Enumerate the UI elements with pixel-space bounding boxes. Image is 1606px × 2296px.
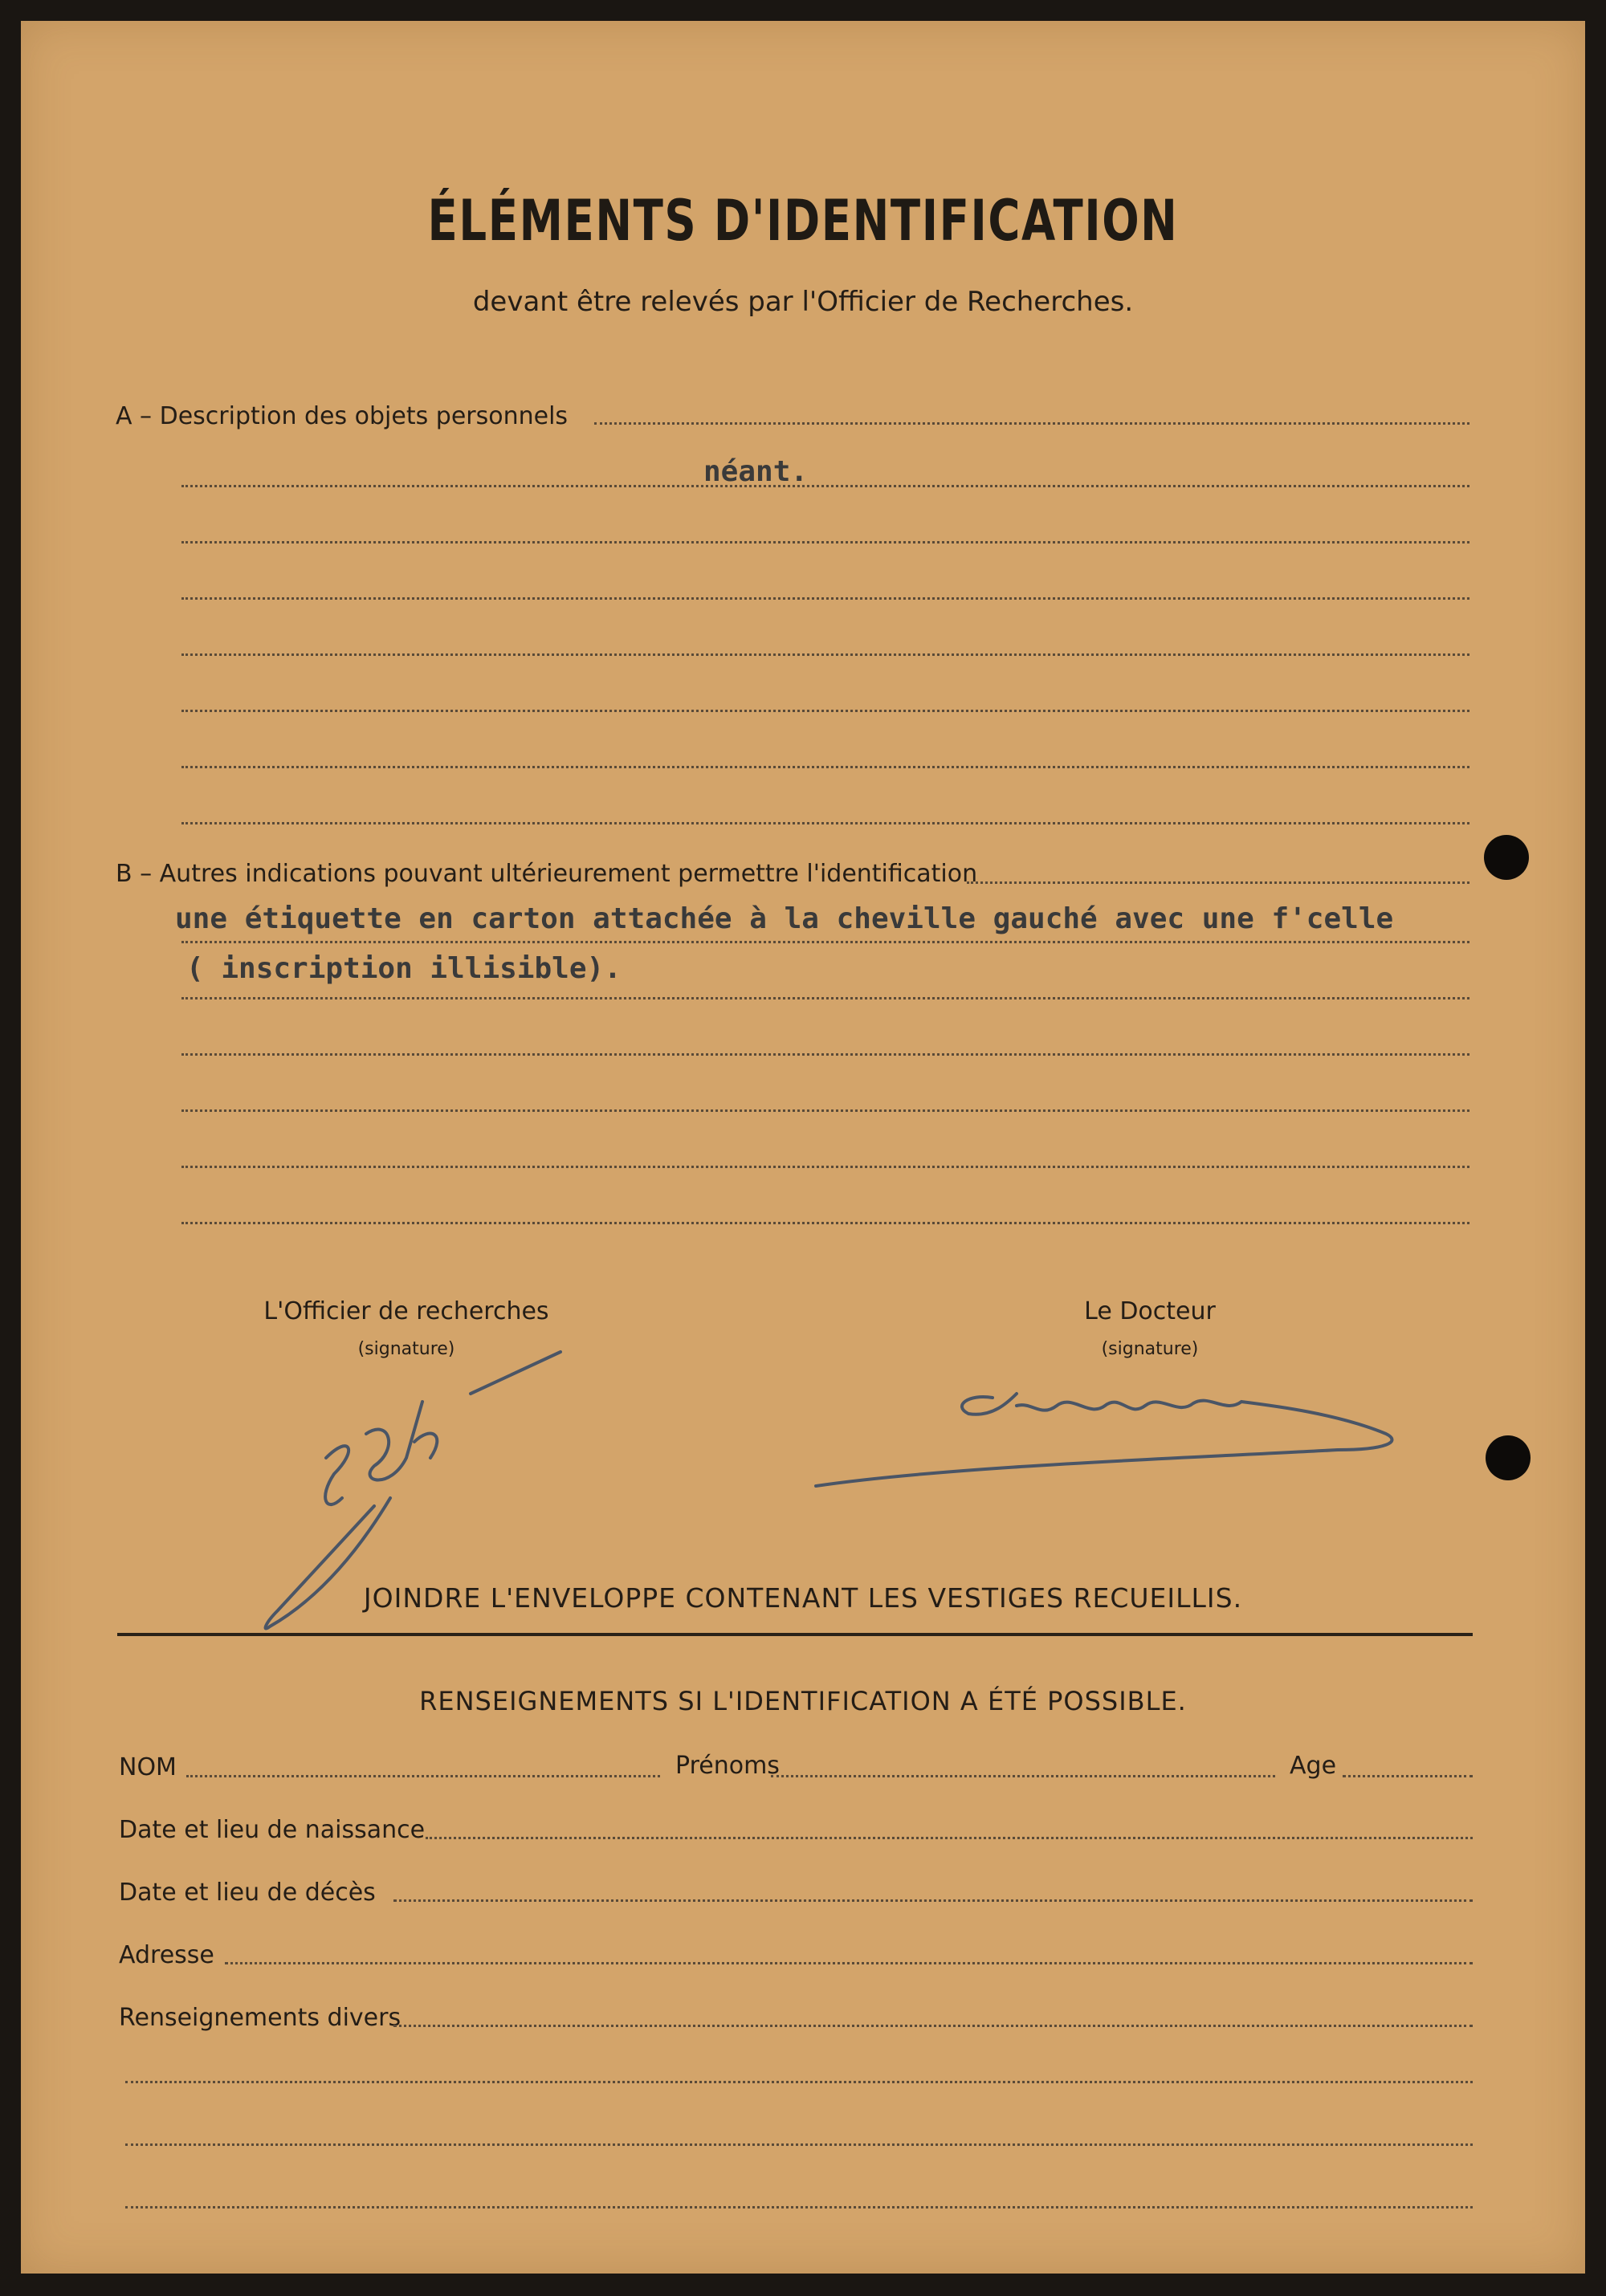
section-b-value-line2: ( inscription illisible). [186, 952, 622, 985]
adresse-label: Adresse [119, 1941, 214, 1969]
divers-label: Renseignements divers [119, 2004, 402, 2032]
age-line [1343, 1775, 1473, 1777]
doctor-signature [792, 1370, 1418, 1514]
section-divider [117, 1633, 1473, 1636]
document-sheet [21, 21, 1585, 2274]
age-label: Age [1290, 1752, 1337, 1780]
section-b-line [181, 1109, 1469, 1112]
section-b-line [967, 881, 1469, 884]
deces-line [393, 1899, 1473, 1902]
divers-line [125, 2081, 1473, 2083]
section-b-line [181, 997, 1469, 999]
doctor-signature-caption: (signature) [1101, 1339, 1199, 1359]
naissance-line [426, 1837, 1473, 1839]
section-a-line [594, 422, 1469, 425]
doctor-title: Le Docteur [1084, 1297, 1216, 1325]
section-a-line [181, 653, 1469, 656]
section-b-line [181, 1222, 1469, 1224]
naissance-label: Date et lieu de naissance [119, 1816, 426, 1844]
prenoms-line [771, 1775, 1275, 1777]
prenoms-label: Prénoms [675, 1752, 780, 1780]
section-b-value-line1: une étiquette en carton attachée à la cheville gauché avec une f'celle [175, 902, 1394, 935]
adresse-line [225, 1962, 1473, 1964]
identification-heading: RENSEIGNEMENTS SI L'IDENTIFICATION A ÉTÉ POSSIBLE. [419, 1686, 1187, 1716]
officer-signature-caption: (signature) [357, 1339, 455, 1359]
section-b-line [181, 1053, 1469, 1056]
section-a-label: A – Description des objets personnels [116, 402, 569, 430]
section-b-label: B – Autres indications pouvant ultérieurement permettre l'identification [116, 860, 978, 888]
section-a-value: néant. [703, 455, 809, 488]
nom-label: NOM [119, 1753, 177, 1781]
section-a-line [181, 822, 1469, 824]
punch-hole [1484, 835, 1529, 880]
doctor-signature-ink [816, 1394, 1392, 1486]
section-a-line [181, 541, 1469, 543]
nom-line [186, 1775, 660, 1777]
divers-line [125, 2143, 1473, 2146]
section-a-line [181, 485, 1469, 487]
document-title: ÉLÉMENTS D'IDENTIFICATION [427, 188, 1179, 254]
envelope-note: JOINDRE L'ENVELOPPE CONTENANT LES VESTIGES RECUEILLIS. [363, 1582, 1243, 1614]
divers-line [125, 2206, 1473, 2208]
section-b-line [181, 941, 1469, 943]
section-a-line [181, 597, 1469, 600]
officer-title: L'Officier de recherches [263, 1297, 549, 1325]
punch-hole [1486, 1435, 1531, 1480]
deces-label: Date et lieu de décès [119, 1879, 376, 1907]
section-b-line [181, 1166, 1469, 1168]
document-subtitle: devant être relevés par l'Officier de Recherches. [472, 286, 1134, 318]
section-a-line [181, 710, 1469, 712]
section-a-line [181, 766, 1469, 768]
divers-line [393, 2025, 1473, 2027]
